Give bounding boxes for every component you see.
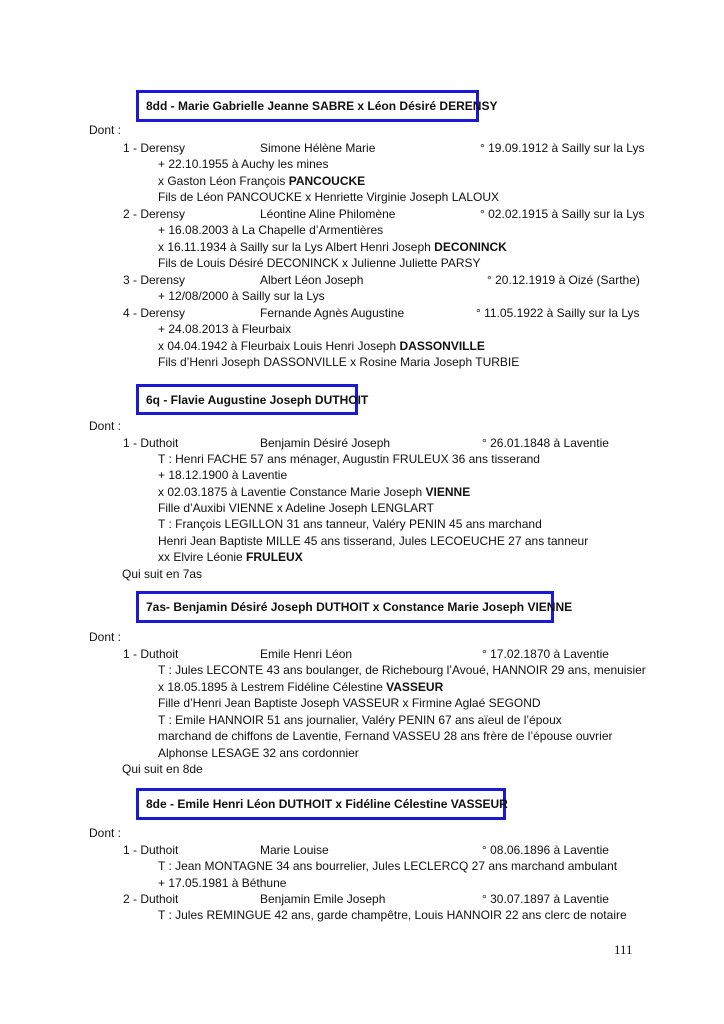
marriage-line: x 16.11.1934 à Sailly sur la Lys Albert Henri Joseph DECONINCK	[158, 240, 507, 254]
marriage-line: x 02.03.1875 à Laventie Constance Marie Joseph VIENNE	[158, 485, 471, 499]
child-given-names: Marie Louise	[260, 843, 329, 857]
child-given-names: Simone Hélène Marie	[260, 141, 376, 155]
death-line: + 18.12.1900 à Laventie	[158, 468, 288, 482]
parents-line: Fille d’Henri Jean Baptiste Joseph VASSEUR x Firmine Aglaé SEGOND	[158, 696, 541, 710]
child-number: 2 - Duthoit	[123, 892, 179, 906]
follow-reference: Qui suit en 7as	[122, 567, 203, 581]
child-given-names: Fernande Agnès Augustine	[260, 306, 405, 320]
dont-label: Dont :	[89, 630, 122, 644]
death-line: + 12/08/2000 à Sailly sur la Lys	[158, 289, 325, 303]
child-birth: ° 30.07.1897 à Laventie	[482, 892, 609, 906]
child-given-names: Albert Léon Joseph	[260, 273, 364, 287]
death-line: + 24.08.2013 à Fleurbaix	[158, 322, 292, 336]
marriage-line: x Gaston Léon François PANCOUCKE	[158, 174, 366, 188]
dont-label: Dont :	[89, 419, 122, 433]
witness-line: Alphonse LESAGE 32 ans cordonnier	[158, 746, 359, 760]
follow-reference: Qui suit en 8de	[122, 762, 203, 776]
witness-line: T : Henri FACHE 57 ans ménager, Augustin FRULEUX 36 ans tisserand	[158, 452, 540, 466]
child-birth: ° 20.12.1919 à Oizé (Sarthe)	[487, 273, 640, 287]
child-birth: ° 08.06.1896 à Laventie	[482, 843, 609, 857]
parents-line: Fils d’Henri Joseph DASSONVILLE x Rosine Maria Joseph TURBIE	[158, 355, 520, 369]
section-heading-6q: 6q - Flavie Augustine Joseph DUTHOIT	[136, 384, 358, 415]
child-given-names: Emile Henri Léon	[260, 647, 353, 661]
child-number: 2 - Derensy	[123, 207, 186, 221]
death-line: + 17.05.1981 à Béthune	[158, 876, 287, 890]
marriage-line: x 04.04.1942 à Fleurbaix Louis Henri Joseph DASSONVILLE	[158, 339, 485, 353]
parents-line: Fils de Louis Désiré DECONINCK x Julienne Juliette PARSY	[158, 256, 481, 270]
witness-line: T : Jules LECONTE 43 ans boulanger, de Richebourg l’Avoué, HANNOIR 29 ans, menuisier	[158, 663, 646, 677]
witness-line: T : Jean MONTAGNE 34 ans bourrelier, Jules LECLERCQ 27 ans marchand ambulant	[158, 859, 618, 873]
witness-line: T : Jules REMINGUE 42 ans, garde champêtre, Louis HANNOIR 22 ans clerc de notaire	[158, 908, 627, 922]
child-number: 1 - Duthoit	[123, 647, 179, 661]
death-line: + 22.10.1955 à Auchy les mines	[158, 157, 329, 171]
page-number: 111	[614, 942, 633, 957]
dont-label: Dont :	[89, 123, 122, 137]
child-birth: ° 02.02.1915 à Sailly sur la Lys	[480, 207, 645, 221]
second-marriage-line: xx Elvire Léonie FRULEUX	[158, 550, 303, 564]
child-number: 1 - Duthoit	[123, 843, 179, 857]
witness-line: T : Emile HANNOIR 51 ans journalier, Valéry PENIN 67 ans aïeul de l’époux	[158, 713, 562, 727]
section-heading-8dd: 8dd - Marie Gabrielle Jeanne SABRE x Léon Désiré DERENSY	[136, 90, 479, 122]
death-line: + 16.08.2003 à La Chapelle d’Armentières	[158, 223, 384, 237]
witness-line: T : François LEGILLON 31 ans tanneur, Valéry PENIN 45 ans marchand	[158, 517, 542, 531]
parents-line: Fils de Léon PANCOUCKE x Henriette Virginie Joseph LALOUX	[158, 190, 500, 204]
child-number: 1 - Duthoit	[123, 436, 179, 450]
child-number: 1 - Derensy	[123, 141, 186, 155]
parents-line: Fille d’Auxibi VIENNE x Adeline Joseph LENGLART	[158, 501, 434, 515]
marriage-line: x 18.05.1895 à Lestrem Fidéline Célestine VASSEUR	[158, 680, 444, 694]
child-given-names: Léontine Aline Philomène	[260, 207, 396, 221]
child-birth: ° 26.01.1848 à Laventie	[482, 436, 609, 450]
child-birth: ° 17.02.1870 à Laventie	[482, 647, 609, 661]
child-birth: ° 19.09.1912 à Sailly sur la Lys	[480, 141, 645, 155]
section-heading-8de: 8de - Emile Henri Léon DUTHOIT x Fidéline Célestine VASSEUR	[136, 788, 506, 820]
section-heading-7as: 7as- Benjamin Désiré Joseph DUTHOIT x Constance Marie Joseph VIENNE	[136, 591, 554, 623]
child-number: 3 - Derensy	[123, 273, 186, 287]
child-birth: ° 11.05.1922 à Sailly sur la Lys	[476, 306, 640, 320]
child-given-names: Benjamin Désiré Joseph	[260, 436, 391, 450]
child-given-names: Benjamin Emile Joseph	[260, 892, 386, 906]
witness-line: Henri Jean Baptiste MILLE 45 ans tisserand, Jules LECOEUCHE 27 ans tanneur	[158, 534, 589, 548]
witness-line: marchand de chiffons de Laventie, Fernand VASSEU 28 ans frère de l’épouse ouvrier	[158, 729, 613, 743]
dont-label: Dont :	[89, 826, 122, 840]
child-number: 4 - Derensy	[123, 306, 186, 320]
